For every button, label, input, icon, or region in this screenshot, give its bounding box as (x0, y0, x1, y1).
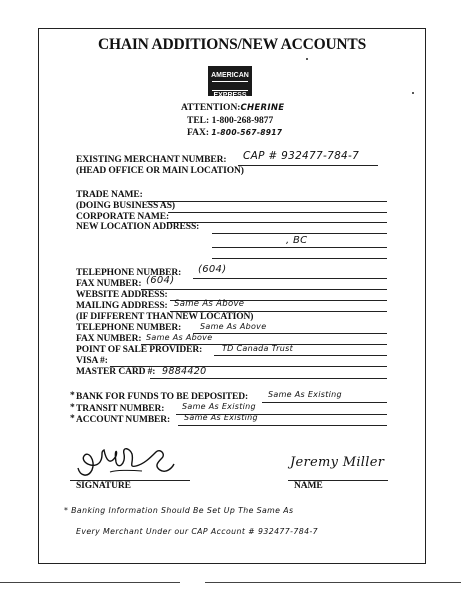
fax-value: 1-800-567-8917 (211, 128, 283, 137)
bank-value: Same As Existing (268, 390, 342, 399)
trade-name-label: TRADE NAME: (76, 190, 143, 200)
attention-value: CHERINE (240, 103, 285, 113)
new-location-line-3 (212, 258, 387, 259)
transit-star: * (70, 403, 75, 413)
signature-label: SIGNATURE (76, 481, 131, 491)
mastercard-label: MASTER CARD #: (76, 367, 156, 377)
form-title: CHAIN ADDITIONS/NEW ACCOUNTS (97, 36, 366, 53)
pos-label: POINT OF SALE PROVIDER: (76, 345, 203, 355)
fax2-label: FAX NUMBER: (76, 334, 142, 344)
mastercard-value: 9884420 (162, 366, 207, 377)
fax2-value: Same As Above (146, 333, 213, 342)
account-star: * (70, 414, 75, 424)
mailing-label: MAILING ADDRESS: (76, 301, 168, 311)
new-location-line-2 (212, 247, 387, 248)
telephone-value: (604) (198, 264, 227, 275)
corporate-name-line (167, 222, 387, 223)
bank-label: BANK FOR FUNDS TO BE DEPOSITED: (76, 392, 249, 402)
logo-text-top: AMERICAN (211, 72, 249, 79)
fax-line (187, 128, 282, 138)
bank-line (262, 402, 387, 403)
tel-value: 1-800-268-9877 (211, 116, 274, 126)
account-label: ACCOUNT NUMBER: (76, 415, 171, 425)
fax-number-label: FAX NUMBER: (76, 279, 142, 289)
bank-star: * (70, 391, 75, 401)
doing-business-line (168, 212, 387, 213)
mailing-value: Same As Above (174, 299, 245, 309)
transit-label: TRANSIT NUMBER: (76, 404, 165, 414)
province-value: , BC (286, 235, 308, 246)
tel-line (187, 116, 273, 126)
name-value: Jeremy Miller (290, 455, 385, 470)
account-value: Same As Existing (184, 413, 258, 422)
name-label: NAME (294, 481, 323, 491)
telephone-line (193, 278, 387, 279)
existing-merchant-line (238, 165, 378, 166)
transit-value: Same As Existing (182, 402, 256, 411)
pos-value: TD Canada Trust (222, 344, 294, 353)
fax-speck (412, 92, 414, 94)
fax-speck (306, 58, 308, 60)
new-location-line-1 (212, 233, 387, 234)
logo-divider (212, 81, 248, 91)
visa-label: VISA #: (76, 356, 108, 366)
attention-line (181, 103, 284, 113)
fax-edge-rule-left (0, 582, 180, 583)
existing-merchant-label: EXISTING MERCHANT NUMBER: (76, 155, 227, 165)
new-location-label: NEW LOCATION ADDRESS: (76, 222, 200, 232)
telephone-label: TELEPHONE NUMBER: (76, 268, 182, 278)
website-label: WEBSITE ADDRESS: (76, 290, 168, 300)
pos-line (214, 355, 387, 356)
mastercard-line (150, 378, 387, 379)
doing-business-label: (DOING BUSINESS AS) (76, 201, 175, 211)
telephone2-label: TELEPHONE NUMBER: (76, 323, 182, 333)
footnote-line-2: Every Merchant Under our CAP Account # 932477-784-7 (76, 527, 319, 536)
head-office-label: (HEAD OFFICE OR MAIN LOCATION) (76, 166, 244, 176)
fax-edge-rule-right (205, 582, 461, 583)
tel-label: TEL: (187, 116, 210, 126)
corporate-name-label: CORPORATE NAME: (76, 212, 170, 222)
existing-merchant-value: CAP # 932477-784-7 (243, 150, 360, 162)
american-express-logo (208, 66, 252, 99)
trade-name-line (147, 201, 387, 202)
footnote-line-1: * Banking Information Should Be Set Up The Same As (64, 506, 294, 515)
attention-label: ATTENTION: (181, 103, 241, 113)
fax-label: FAX: (187, 128, 209, 138)
logo-text-bottom: EXPRESS (213, 92, 247, 99)
handwritten-signature (70, 440, 180, 482)
telephone2-value: Same As Above (200, 322, 267, 331)
if-different-label: (IF DIFFERENT THAN NEW LOCATION) (76, 312, 254, 322)
fax-number-value: (604) (146, 275, 175, 286)
fax-number-line (141, 289, 387, 290)
account-line (178, 425, 387, 426)
telephone2-line (193, 333, 387, 334)
